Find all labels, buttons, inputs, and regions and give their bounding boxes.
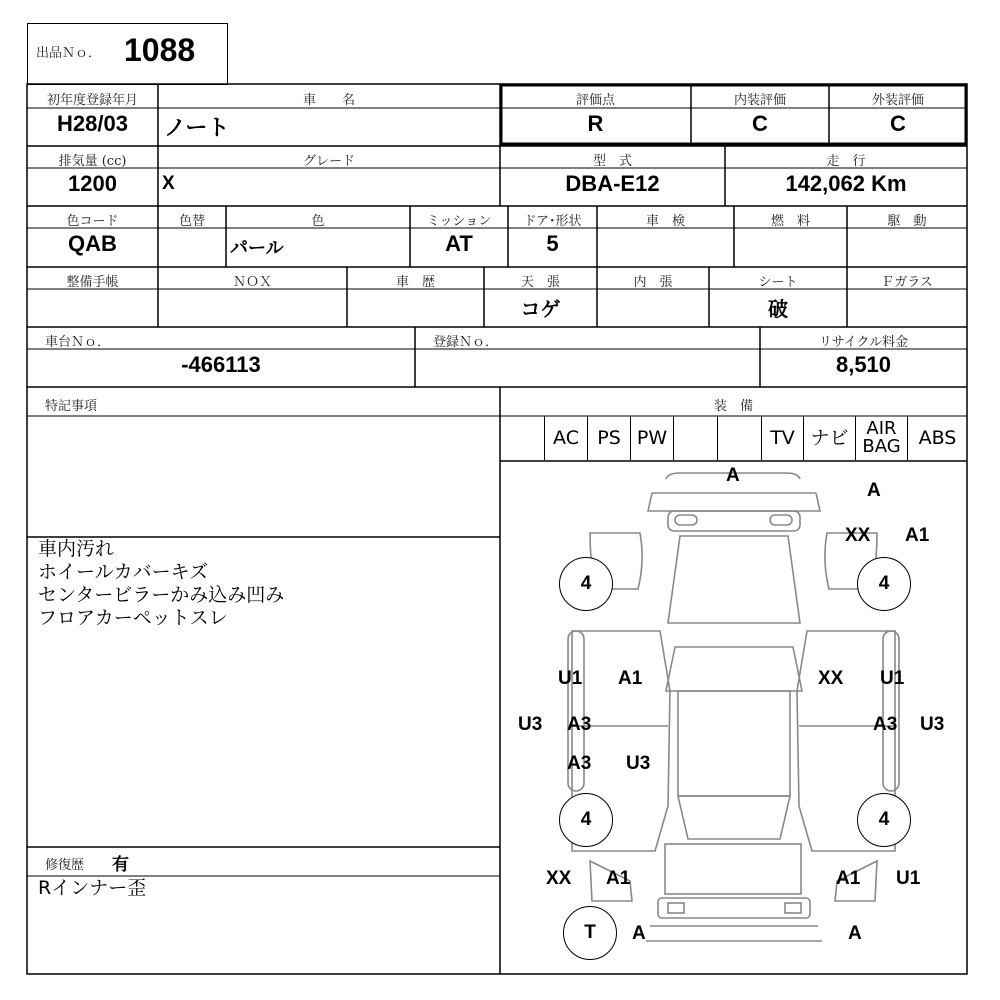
transmission-label: ミッション	[426, 214, 492, 229]
door-shape-label: ドア･形状	[523, 214, 582, 229]
color-value: パール	[230, 238, 284, 259]
equipment-label: 装 備	[713, 399, 753, 414]
damage-mark: XX	[546, 868, 572, 889]
ceiling-value: コゲ	[520, 297, 561, 321]
damage-mark: A	[632, 923, 646, 944]
first-registration-label: 初年度登録年月	[46, 93, 138, 108]
interior-grade-value: C	[752, 111, 768, 136]
equipment-blank-slot	[673, 416, 717, 460]
tire-rear-left: 4	[559, 793, 613, 847]
damage-mark: U3	[920, 714, 945, 735]
damage-mark: XX	[818, 668, 844, 689]
note-line: 車内汚れ	[38, 538, 115, 560]
score-value: R	[587, 111, 604, 136]
inspection-label: 車 検	[645, 214, 685, 229]
damage-mark: A1	[606, 868, 631, 889]
equipment-pw: PW	[630, 416, 673, 460]
seat-value: 破	[768, 297, 788, 321]
car-name-label: 車 名	[302, 93, 355, 108]
tire-front-left: 4	[559, 557, 613, 611]
recycle-fee-value: 8,510	[835, 352, 892, 377]
color-code-label: 色コード	[66, 214, 119, 229]
grade-value: X	[162, 173, 175, 194]
equipment-blank-slot	[500, 416, 544, 460]
nox-label: ＮＯＸ	[232, 275, 272, 290]
ceiling-label: 天 張	[520, 275, 560, 290]
damage-mark: U1	[558, 668, 583, 689]
recycle-fee-label: リサイクル料金	[818, 335, 909, 350]
seat-label: シート	[758, 275, 798, 290]
score-label: 評価点	[575, 93, 615, 108]
tire-spare: T	[563, 906, 617, 960]
special-notes-list	[38, 538, 493, 630]
transmission-value: AT	[445, 231, 473, 256]
note-line: センタービラーかみ込み凹み	[38, 584, 285, 606]
damage-mark: XX	[845, 525, 871, 546]
equipment-ac: AC	[544, 416, 587, 460]
repair-history-value: 有	[112, 855, 129, 875]
tire-front-right: 4	[857, 557, 911, 611]
note-line: フロアカーペットスレ	[38, 607, 228, 629]
mileage-value: 142,062 Km	[785, 171, 907, 196]
first-registration-value: H28/03	[57, 111, 128, 136]
mileage-label: 走 行	[826, 154, 866, 169]
displacement-label: 排気量 (cc)	[58, 154, 127, 169]
tire-rear-right: 4	[857, 793, 911, 847]
vehicle-history-label: 車 歴	[395, 275, 435, 290]
damage-mark: A	[848, 923, 862, 944]
equipment-navi: ナビ	[803, 416, 855, 460]
car-name-value: ノート	[164, 116, 230, 141]
lot-number: 1088	[124, 32, 196, 68]
damage-mark: A3	[567, 753, 592, 774]
chassis-number-value: -466113	[181, 352, 261, 377]
model-code-value: DBA-E12	[565, 171, 660, 196]
special-notes-label: 特記事項	[45, 399, 98, 414]
equipment-abs: ABS	[907, 416, 967, 460]
exterior-grade-label: 外装評価	[871, 93, 924, 108]
damage-mark: U3	[626, 753, 651, 774]
registration-number-label: 登録Ｎｏ．	[433, 335, 499, 350]
damage-mark: A	[867, 480, 881, 501]
lot-number-label: 出品Ｎｏ．	[36, 46, 102, 61]
damage-mark: A1	[618, 668, 643, 689]
color-change-label: 色替	[178, 214, 205, 229]
damage-mark: A	[726, 465, 740, 486]
color-label: 色	[311, 214, 325, 229]
damage-mark: A3	[567, 714, 592, 735]
equipment-ps: PS	[587, 416, 630, 460]
equipment-airbag: AIR BAG	[855, 416, 907, 460]
damage-mark: A1	[905, 525, 930, 546]
model-code-label: 型 式	[592, 154, 632, 169]
equipment-blank-slot	[717, 416, 761, 460]
repair-detail: Rインナー歪	[38, 877, 147, 899]
color-code-value: QAB	[68, 231, 117, 256]
equipment-strip	[500, 416, 967, 461]
equipment-tv: TV	[761, 416, 803, 460]
damage-mark: U1	[896, 868, 921, 889]
chassis-number-label: 車台Ｎｏ．	[45, 335, 111, 350]
interior-trim-label: 内 張	[633, 275, 673, 290]
fuel-label: 燃 料	[770, 214, 810, 229]
damage-mark: U1	[880, 668, 905, 689]
damage-mark: U3	[518, 714, 543, 735]
displacement-value: 1200	[68, 171, 117, 196]
front-glass-label: Ｆガラス	[881, 275, 933, 290]
service-record-label: 整備手帳	[66, 275, 119, 290]
note-line: ホイールカバーキズ	[38, 561, 209, 583]
exterior-grade-value: C	[890, 111, 906, 136]
damage-mark: A3	[873, 714, 898, 735]
drive-label: 駆 動	[887, 214, 927, 229]
interior-grade-label: 内装評価	[733, 93, 786, 108]
grade-label: グレード	[302, 154, 355, 169]
damage-mark: A1	[836, 868, 861, 889]
repair-history-label: 修復歴	[45, 858, 85, 873]
door-shape-value: 5	[546, 231, 559, 256]
